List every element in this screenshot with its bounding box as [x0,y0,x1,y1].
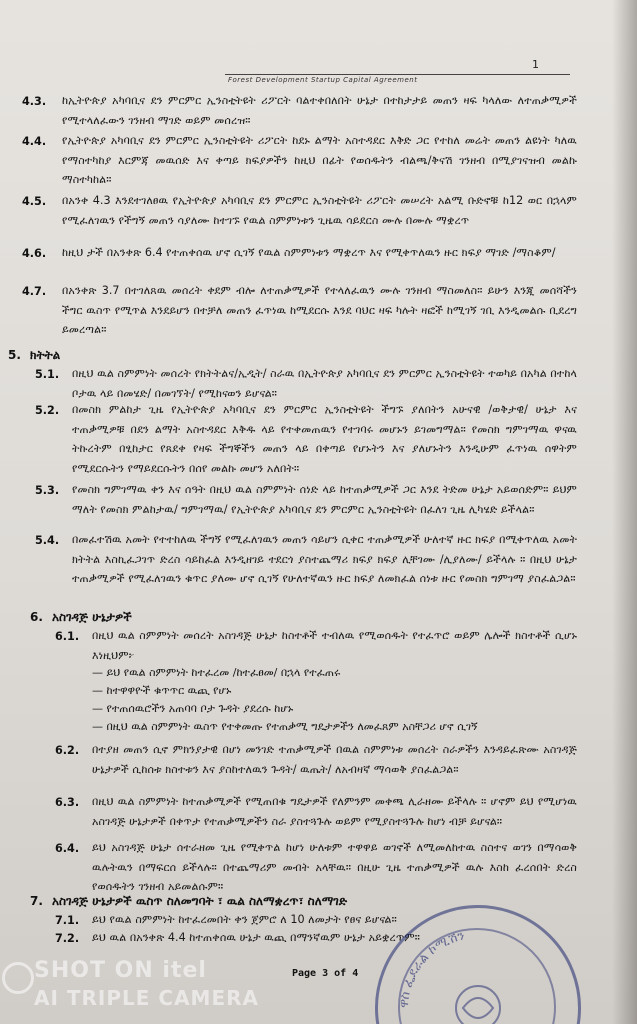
section-title: አስገዳጅ ሁኔታዎች ዉስጥ ስለመግባት ፣ ዉል ስለማቋረጥ፣ ስለማገድ [52,894,348,908]
bullet-item: — ከተዋዋዮች ቁጥጥር ዉጪ የሆኑ [92,684,232,697]
clause-text: በተያዘ መጠን ሲኖ ምክንያታዊ በሆነ መንገድ ተጠቃሚዎች በዉል ስምምነቱ መሰረት ስራዎችን እንዳይፈጽሙ አስገዳጅ ሁኔታዎች ሲከሰቱ ክስተቱን እና ያስከተለዉን ጉዳት/ ዉጤት/ ለአብዛኛ ማሳወቅ ያስፈልጋል። [92,743,577,776]
clause-text: ይህ ዉል በአንቀጽ 4.4 ከተጠቀሰዉ ሁኔታ ዉጪ በማንኛዉም ሁኔታ አይቋረጥም። [92,931,421,944]
bullet-item: — ይህ የዉል ስምምነት ከተፈረመ /ከተፈፀመ/ በኋላ የተፈጠሩ [92,666,341,679]
section-title: ክትትል [30,348,61,362]
clause-text: በዚህ ዉል ስምምነት መሰረት የክትትልና/ኢዲት/ ስራዉ በኢትዮጵያ አካባቢና ደን ምርምር ኢንስቲትዩት ተወካይ በአካል በተከላ ቦታዉ ላይ በመሄድ/ በመገኘት/ የሚከናወን ይሆናል። [72,367,577,400]
clause-text: ይህ አስገዳጅ ሁኔታ ሰተራዘመ ጊዜ የሚቀጥል ከሆነ ሁለቱም ተዋዋይ ወገኖች ለሚመለከተዉ ስስተና ወገን በማሳወቅ ዉሉትዉን በማፍርሰ ይችላሉ። በተጨማሪም መብት አላቸዉ። በዚሁ ጊዜ ተጠቃሚዎች ዉሉ እስከ ፈረሰበት ድረስ የወሰዱትን ገንዘብ አይመልሱም። [92,841,577,893]
clause-text: በአንቀጽ 3.7 በተገለጸዉ መሰረት ቀደም ብሎ ለተጠቃሚዎች የተላለፈዉን ሙሉ ገንዘብ ማስመለስ። ይሁን እንጂ መሰሻችን ችግር ዉስጥ የሚጥል እንደይሆን በተቻለ መጠን ፈጥነዉ ከሚደርሱ እንደ ባህር ዛፍ ካሉት ዛፎች ከሚገኝ ገቢ እንዲመልሱ ቢደረግ ይመረጣል። [62,284,577,336]
item-number: 5.3. [35,484,60,497]
seal-emblem-icon [378,908,578,1024]
item-number: 5.2. [35,404,60,417]
watermark-line-1: SHOT ON itel [34,958,207,983]
item-number: 4.4. [22,135,47,148]
item-number: 4.6. [22,247,47,260]
item-number: 6.1. [55,630,80,643]
clause-text: ከኢትዮጵያ አካባቢና ደን ምርምር ኢንስቲትዩት ሪፖርት ባልተቀበለበት ሁኔታ በተከታታይ መጠን ዛፍ ካላለው ለተጠቃሚዎች የሚተላለፈውን ገንዘብ ማገድ ወይም መሰረዝ። [62,94,577,127]
running-header: Forest Development Startup Capital Agreement [228,76,418,84]
clause-text: በመስክ ምልከታ ጊዜ የኢትዮጵያ አካባቢና ደን ምርምር ኢንስቲትዩት ችግኙ ያለበትን አሁናዊ /ወቅታዊ/ ሁኔታ እና ተጠቃሚዎቹ በደን ልማት አስተዳደር እቅዱ ላይ የተቀመጠዉን የተገባሩ መሆኑን ይገመግማል። የመስክ ግምገማዉ ዋናዉ ትኩረትም በፂከታር የጸደቀ የዛፍ ችግኞችን መጠን ላይ በቀጣይ የሆኑትን እና ያለሆኑትን እንዲሁም ፈጥነዉ ሰዋትም የሚደርሱትን የማይደርሱትን በሰየ መልኩ መሆን አለበት። [72,403,577,475]
camera-brand-icon [2,962,34,994]
svg-text:ዋስ ፌደራል ኮሚሽን [397,928,466,1008]
clause-text: በመፈተሽዉ አመት የተተከለዉ ችግኝ የሚፈለገዉን መጠን ሳይሆን ሲቀር ተጠቃሚዎች ሁለተኛ ዙር ክፍያ በሚቀጥለዉ አመት ክትትል እስኪፈጋገጥ ድረስ ሳይከፈል እንዲዘገይ ተደርጎ ያስተጨማሪ ክፍያ ክፍያ ሊቸገሙ /ሊያለሙ/ ይችላሉ ። በዚህ ሁኔታ ተጠቃሚዎች የሚፈለገዉን ቁጥር ያለሙ ሆኖ ሲገኝ የሁለተኛዉን ዙር ክፍያ ለመክፈል ሰነቱ ዙር የመስክ ግምገማ ያስፈልጋል። [72,533,577,585]
item-number: 5.1. [35,368,60,381]
item-number: 7.2. [55,932,80,945]
bullet-item: — በዚህ ዉል ስምምነት ዉስጥ የተቀመጡ የተጠቃሚ ግዴታዎችን ለመፈጸም አስቸጋሪ ሆኖ ሲገኝ [92,720,478,733]
item-number: 5.4. [35,534,60,547]
page-edge-shadow [612,0,637,1024]
section-number: 6. [30,610,43,624]
clause-text: የመስክ ግምገማዉ ቀን እና ሰዓት በዚህ ዉል ስምምነት ሰነድ ላይ ከተጠቃሚዎች ጋር እንደ ትድመ ሁኔታ አይወሰድም። ይህም ማለት የመስክ ምልከታዉ/ ግምገማዉ/ የኢትዮጵያ አካባቢና ደን ምርምር ኢንስቲትዩት በፈለገ ጊዜ ሊካሄድ ይችላል። [72,483,577,516]
section-number: 5. [8,348,21,362]
clause-text: በዚህ ዉል ስምምነት መሰረት አስገዳጅ ሁኔታ ከስተቶች ተብለዉ የሚወሰዱት የተፈጥሮ ወይም ሌሎች ክስተቶች ሲሆኑ እነዚህም፦ [92,629,577,662]
clause-text: በዚህ ዉል ስምምነት ከተጠቃሚዎች የሚጠበቁ ግዴታዎች የለምንም መቀጫ ሊራዘሙ ይችላሉ ። ሆኖም ይህ የሚሆነዉ አስገዳጅ ሁኔታዎች በቀጥታ የተጠቃሚዎችን ስራ ያስተጓጉሉ ወይም የሚያስተጓጉሉ ከሆነ ብቻ ይሆናል። [92,795,577,828]
clause-text: የኢትዮጵያ አካባቢና ደን ምርምር ኢንስቲትዩት ሪፖርት ከደኑ ልማት አስተዳደር እቅድ ጋር የተከለ መሬት መጠን ልዩነት ካለዉ የማስተካከያ እርምጃ መዉሰድ እና ቀጣይ ክፍያዎችን ከዚህ በፊት የወሰዱትን ብልጫ/ቅናሽ ገንዘብ በሚያገናዝብ መልኩ ማስተካከል። [62,134,577,186]
item-number: 7.1. [55,914,80,927]
section-title: አስገዳጅ ሁኔታዎች [52,610,132,624]
item-number: 6.3. [55,796,80,809]
official-seal-stamp [375,905,581,1024]
clause-text: ከዚህ ታች በአንቀጽ 6.4 የተጠቀሰዉ ሆኖ ሲገኝ የዉል ስምምነቱን ማቋረጥ እና የሚቀጥለዉን ዙር ክፍያ ማገድ /ማስቆም/ [62,246,556,259]
item-number: 4.5. [22,195,47,208]
item-number: 6.2. [55,744,80,757]
section-number: 7. [30,894,43,908]
bullet-item: — የተጠሰዉሮችን አጠባባ ቦታ ጉዳት ያደረሱ ከሆኑ [92,702,294,715]
clause-text: ይህ የዉል ስምምነት ከተፈረመበት ቀን ጀምሮ ለ 10 ለመታት የፀና ይሆናል። [92,913,397,926]
item-number: 4.7. [22,285,47,298]
item-number: 4.3. [22,95,47,108]
seal-text: ዋስ ፌደራል ኮሚሽን [396,928,467,1009]
page-number-top: 1 [532,58,539,71]
clause-text: በአንቀ 4.3 እንደተገለፀዉ የኢትዮጵያ አካባቢና ደን ምርምር ኢንስቲትዩት ሪፖርት መሠረት አልሚ ቡድኖቹ ከ12 ወር በኋላም የሚፈለገዉን የችግኝ መጠን ሳያለሙ ከተገኙ የዉል ስምምነቱን ጊዜዉ ሳይደርስ ሙሉ በሙሉ ማቋረጥ [62,194,577,227]
watermark-line-2: AI TRIPLE CAMERA [34,986,259,1010]
footer-page-number: Page 3 of 4 [292,968,359,979]
item-number: 6.4. [55,842,80,855]
header-rule [225,74,570,75]
